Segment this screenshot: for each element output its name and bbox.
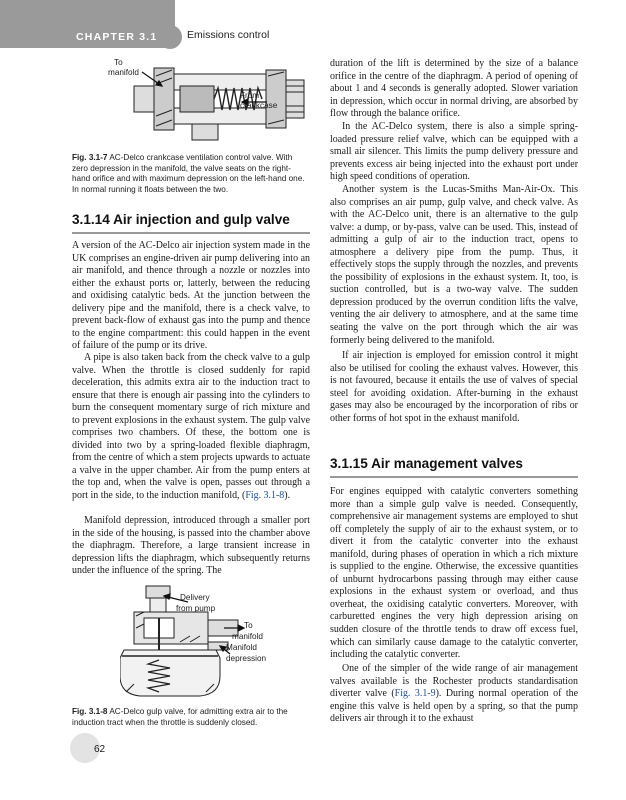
label-delivery-2: from pump <box>176 604 216 613</box>
paragraph-diverter-valve <box>330 663 578 726</box>
figure-caption-crankcase <box>72 153 308 195</box>
label-delivery-1: Delivery <box>180 593 210 602</box>
label-from-crankcase-2: crankcase <box>240 101 278 110</box>
caption-number: Fig. 3.1-8 <box>72 707 108 716</box>
label-to-manifold-1: To <box>114 58 123 67</box>
page-header <box>0 0 626 48</box>
figure-crankcase-valve <box>72 56 312 148</box>
paragraph-gulp-valve <box>72 352 310 503</box>
header-tab-circle <box>158 25 182 49</box>
caption-text: AC-Delco gulp valve, for admitting extra air to the induction tract when the throttle is suddenly closed. <box>72 707 288 727</box>
paragraph-text: ). <box>284 490 291 502</box>
label-to-manifold-2: manifold <box>108 68 139 77</box>
figure-link-3-1-9[interactable]: Fig. 3.1-9 <box>394 688 436 700</box>
paragraph-text: A pipe is also taken back from the check valve to a gulp valve. When the throttle is closed suddenly for rapid deceleration, this admits extra air to the induction tract to ensure that there is enough air passing into the cylinders to burn the consequent momentary surge of rich mixture and to prevent explosions in the exhaust system. The gulp valve comprises two chambers. Of these, the bottom one is divided into two by a spring-loaded flexible diaphragm, from the centre of which a stem projects upwards to actuate a valve in the upper chamber. Air from the pump enters at the top and, when the valve is open, passes out through a port in the side, to the induction manifold, ( <box>72 352 310 502</box>
paragraph-air-management: For engines equipped with catalytic converters something more than a simple gulp valve is needed. Consequently, comprehensive air management systems are employed to shut off completely the supply of air to the exhaust system, or to divert it from the catalytic converter into the exhaust manifold, during phases of operation in which a rich mixture is supplied to the engine. Otherwise, the excessive quantities of unburnt hydrocarbons passing through may either cause explosions in the exhaust system or overload, and thus overheat, the oxidising catalytic converters. Moreover, with carburetted engines the very high depression arising on sudden closure of the throttle tends to draw off excess fuel, which can similarly cause damage to the catalytic converter, including the catalytic converter. <box>330 486 578 661</box>
label-to-manifold-1: To <box>244 621 253 630</box>
chapter-label: CHAPTER 3.1 <box>76 31 158 43</box>
paragraph-air-injection-1: A version of the AC-Delco air injection system made in the UK comprises an engine-driven air pump delivering into an air manifold, and thence through a nozzle or nozzles into either the exhaust ports or, latterly, between the reducing and oxidising catalytic beds. At the junction between the delivery pipe and the manifold, there is a check valve, to prevent back-flow of exhaust gas into the pump and thence to the engine compartment: this could happen in the event of failure of the pump or its drive. <box>72 240 310 352</box>
figure-link-3-1-8[interactable]: Fig. 3.1-8 <box>245 490 285 502</box>
paragraph-man-air-ox: Another system is the Lucas-Smiths Man-Air-Ox. This also comprises an air pump, gulp valve, and check valve. As with the AC-Delco unit, there is an alternative to the gulp valve: a dump, or by-pass, valve can be used. This, instead of admitting a gulp of air to the induction tract, opens to atmosphere a delivery pipe from the pump. Thus, it effectively stops the supply through the nozzles, and prevents the possibility of explosions in the exhaust system. It, too, is suction controlled, but is a two-way valve. The sudden depression produced by the overrun condition lifts the valve, venting the air delivery to atmosphere, and at the same time seating the valve on the port through which the air was formerly being delivered to the manifold. <box>330 184 578 346</box>
chapter-title: Emissions control <box>187 29 270 41</box>
caption-number: Fig. 3.1-7 <box>72 153 108 162</box>
figure-caption-gulp-valve <box>72 707 308 728</box>
section-heading-air-management: 3.1.15 Air management valves <box>330 456 523 471</box>
paragraph-balance-orifice: duration of the lift is determined by the size of a balance orifice in the centre of the diaphragm. A period of opening of about 1 and 4 seconds is generally adopted. Slower variation in depression, which occur in normal driving, are absorbed by flow through the balance orifice. <box>330 58 578 120</box>
heading-rule <box>330 476 578 478</box>
caption-text: AC-Delco crankcase ventilation control valve. With zero depression in the manifold, the valve seats on the right-hand orifice and with maximum depression on the left-hand one. In normal running it floats between the two. <box>72 153 305 194</box>
label-manifold-depression-2: depression <box>226 654 267 663</box>
label-manifold-depression-1: Manifold <box>226 643 257 652</box>
section-heading-air-injection: 3.1.14 Air injection and gulp valve <box>72 212 290 227</box>
paragraph-relief-valve: In the AC-Delco system, there is also a simple spring-loaded pressure relief valve, which can be equipped with a small air silencer. This limits the pump delivery pressure and prevents excess air being injected into the exhaust port under high speed conditions of operation. <box>330 121 578 183</box>
figure-gulp-valve <box>120 584 300 700</box>
heading-rule <box>72 232 310 234</box>
paragraph-exhaust-cooling: If air injection is employed for emission control it might also be utilised for cooling the exhaust valves. However, this is not favoured, because it entails the use of valves of special steel for avoiding oxidation. After-burning in the exhaust gases may also be encouraged by the incorporation of ribs or other forms of hot spot in the exhaust manifold. <box>330 350 578 424</box>
paragraph-text: ). During normal operation of the engine this valve is held open by a spring, so that the pump delivers air through it to the exhaust <box>330 688 578 725</box>
label-from-crankcase-1: From <box>240 91 260 100</box>
label-to-manifold-2: manifold <box>232 632 263 641</box>
page-number: 62 <box>94 744 106 755</box>
paragraph-text: One of the simpler of the wide range of air management valves available is the Rochester products standardisation diverter valve ( <box>330 663 578 700</box>
paragraph-manifold-depression: Manifold depression, introduced through a smaller port in the side of the housing, is passed into the chamber above the diaphragm. Therefore, a large transient increase in depression lifts the diaphragm, which subsequently returns under the influence of the spring. The <box>72 515 310 577</box>
